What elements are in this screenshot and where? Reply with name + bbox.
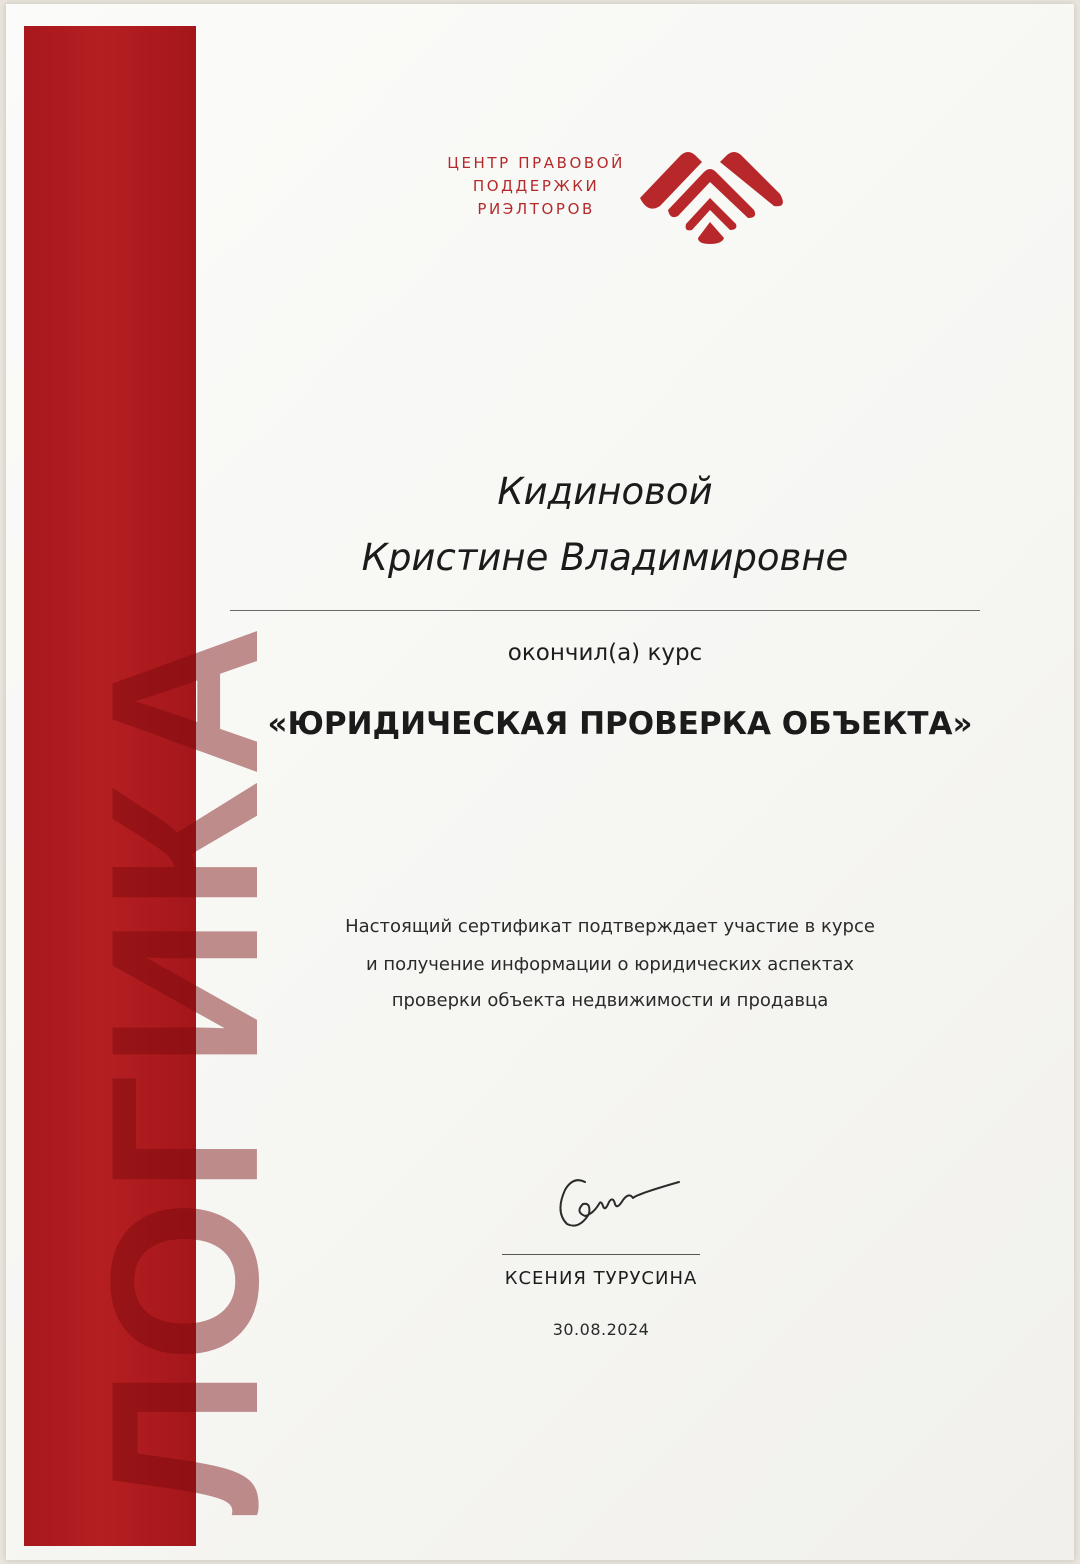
organization-logo	[420, 148, 790, 248]
description-line-3: проверки объекта недвижимости и продавца	[391, 990, 829, 1011]
issue-date: 30.08.2024	[552, 1320, 650, 1339]
logo-mark-icon	[628, 148, 788, 248]
organization-name-line-1: ЦЕНТР ПРАВОВОЙ	[447, 154, 625, 172]
completion-text: окончил(а) курс	[507, 640, 703, 666]
signer-name: КСЕНИЯ ТУРУСИНА	[504, 1268, 698, 1289]
organization-name-line-2: ПОДДЕРЖКИ	[472, 177, 600, 195]
course-title: «ЮРИДИЧЕСКАЯ ПРОВЕРКА ОБЪЕКТА»	[267, 706, 973, 742]
side-band	[24, 26, 302, 1546]
recipient-given-names: Кристине Владимировне	[361, 536, 849, 579]
organization-name	[447, 152, 625, 221]
recipient-surname: Кидиновой	[497, 470, 713, 513]
description-line-1: Настоящий сертификат подтверждает участие в курсе	[345, 916, 875, 937]
side-band-watermark: ЛОГИКА	[67, 619, 302, 1516]
signature-line	[502, 1254, 700, 1255]
organization-name-line-3: РИЭЛТОРОВ	[477, 200, 595, 218]
recipient-underline	[230, 610, 980, 611]
description-line-2: и получение информации о юридических аспектах	[365, 954, 855, 975]
handwritten-signature	[545, 1168, 685, 1238]
